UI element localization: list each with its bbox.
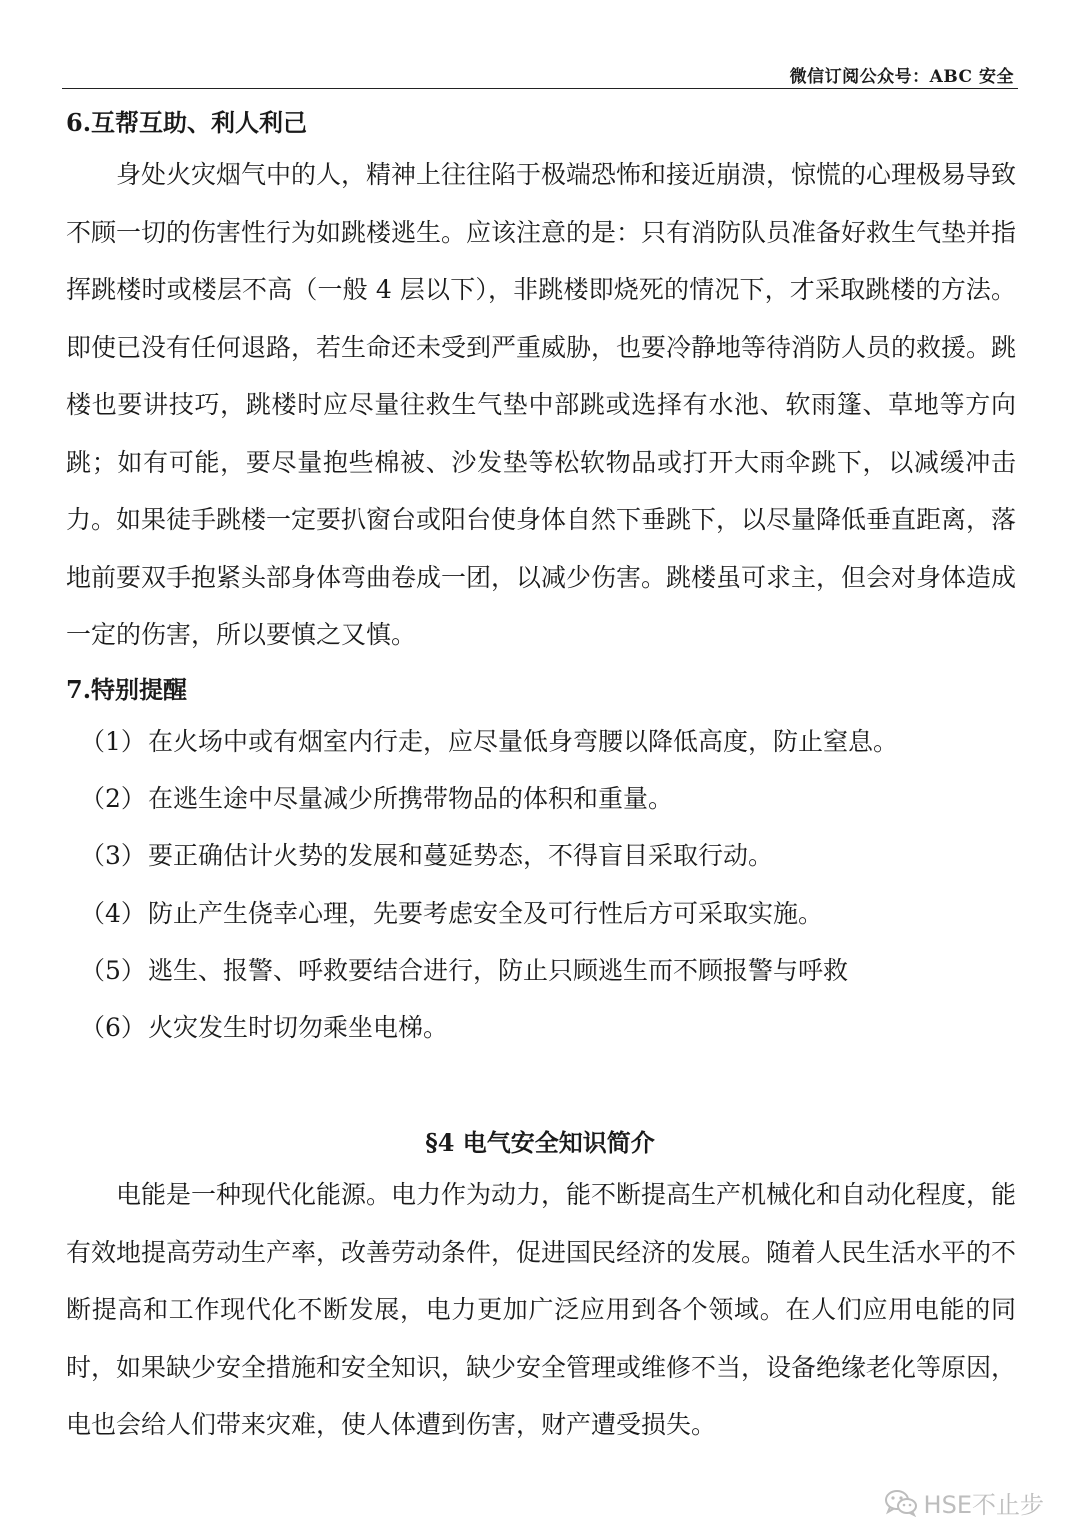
header-account-text: 微信订阅公众号：ABC 安全 [789, 67, 1014, 87]
list-item-number: （4） [80, 898, 146, 928]
list-item [80, 777, 898, 834]
list-item [80, 720, 898, 777]
section-6-heading: 6.互帮互助、利人利己 [66, 108, 308, 137]
list-item [80, 834, 898, 891]
list-item [80, 892, 898, 949]
list-item-number: （1） [80, 727, 146, 756]
watermark [884, 1485, 1044, 1520]
list-item-number: （6） [80, 1012, 146, 1042]
electric-section-paragraph: 电能是一种现代化能源。电力作为动力，能不断提高生产机械化和自动化程度，能有效地提高劳动生产率，改善劳动条件，促进国民经济的发展。随着人民生活水平的不断提高和工作现代化不断发展，电力更加广泛应用到各个领域。在人们应用电能的同时，如果缺少安全措施和安全知识，缺少安全管理或维修不当，设备绝缘老化等原因，电也会给人们带来灾难，使人体遭到伤害，财产遭受损失。 [66, 1180, 1017, 1439]
list-item [80, 949, 898, 1006]
list-item-text: 在火场中或有烟室内行走，应尽量低身弯腰以降低高度，防止窒息。 [148, 727, 899, 756]
reminder-list [80, 720, 898, 1063]
list-item-text: 在逃生途中尽量减少所携带物品的体积和重量。 [148, 784, 674, 814]
section-6-paragraph: 身处火灾烟气中的人，精神上往往陷于极端恐怖和接近崩溃，惊慌的心理极易导致不顾一切的伤害性行为如跳楼逃生。应该注意的是：只有消防队员准备好救生气垫并指挥跳楼时或楼层不高（一般 4 层以下），非跳楼即烧死的情况下，才采取跳楼的方法。即使已没有任何退路，若生命还未受到严重威胁，也要冷静地等待消防人员的救援。跳楼也要讲技巧，跳楼时应尽量往救生气垫中部跳或选择有水池、软雨篷、草地等方向跳；如有可能，要尽量抱些棉被、沙发垫等松软物品或打开大雨伞跳下，以减缓冲击力。如果徒手跳楼一定要扒窗台或阳台使身体自然下垂跳下，以尽量降低垂直距离，落地前要双手抱紧头部身体弯曲卷成一团，以减少伤害。跳楼虽可求主，但会对身体造成一定的伤害，所以要慎之又慎。 [66, 160, 1017, 649]
list-item [80, 1006, 898, 1063]
list-item-text: 防止产生侥幸心理，先要考虑安全及可行性后方可采取实施。 [148, 898, 824, 928]
list-item-number: （2） [80, 784, 146, 814]
list-item-text: 要正确估计火势的发展和蔓延势态，不得盲目采取行动。 [148, 841, 774, 871]
list-item-number: （5） [80, 955, 146, 985]
list-item-text: 逃生、报警、呼救要结合进行，防止只顾逃生而不顾报警与呼救 [148, 955, 849, 985]
list-item-number: （3） [80, 841, 146, 871]
watermark-text: HSE不止步 [923, 1491, 1044, 1519]
list-item-text: 火灾发生时切勿乘坐电梯。 [148, 1012, 449, 1042]
electric-section-title: §4 电气安全知识简介 [425, 1128, 655, 1157]
wechat-icon [884, 1489, 918, 1517]
header-divider [62, 88, 1018, 89]
section-7-heading: 7.特别提醒 [66, 675, 188, 704]
